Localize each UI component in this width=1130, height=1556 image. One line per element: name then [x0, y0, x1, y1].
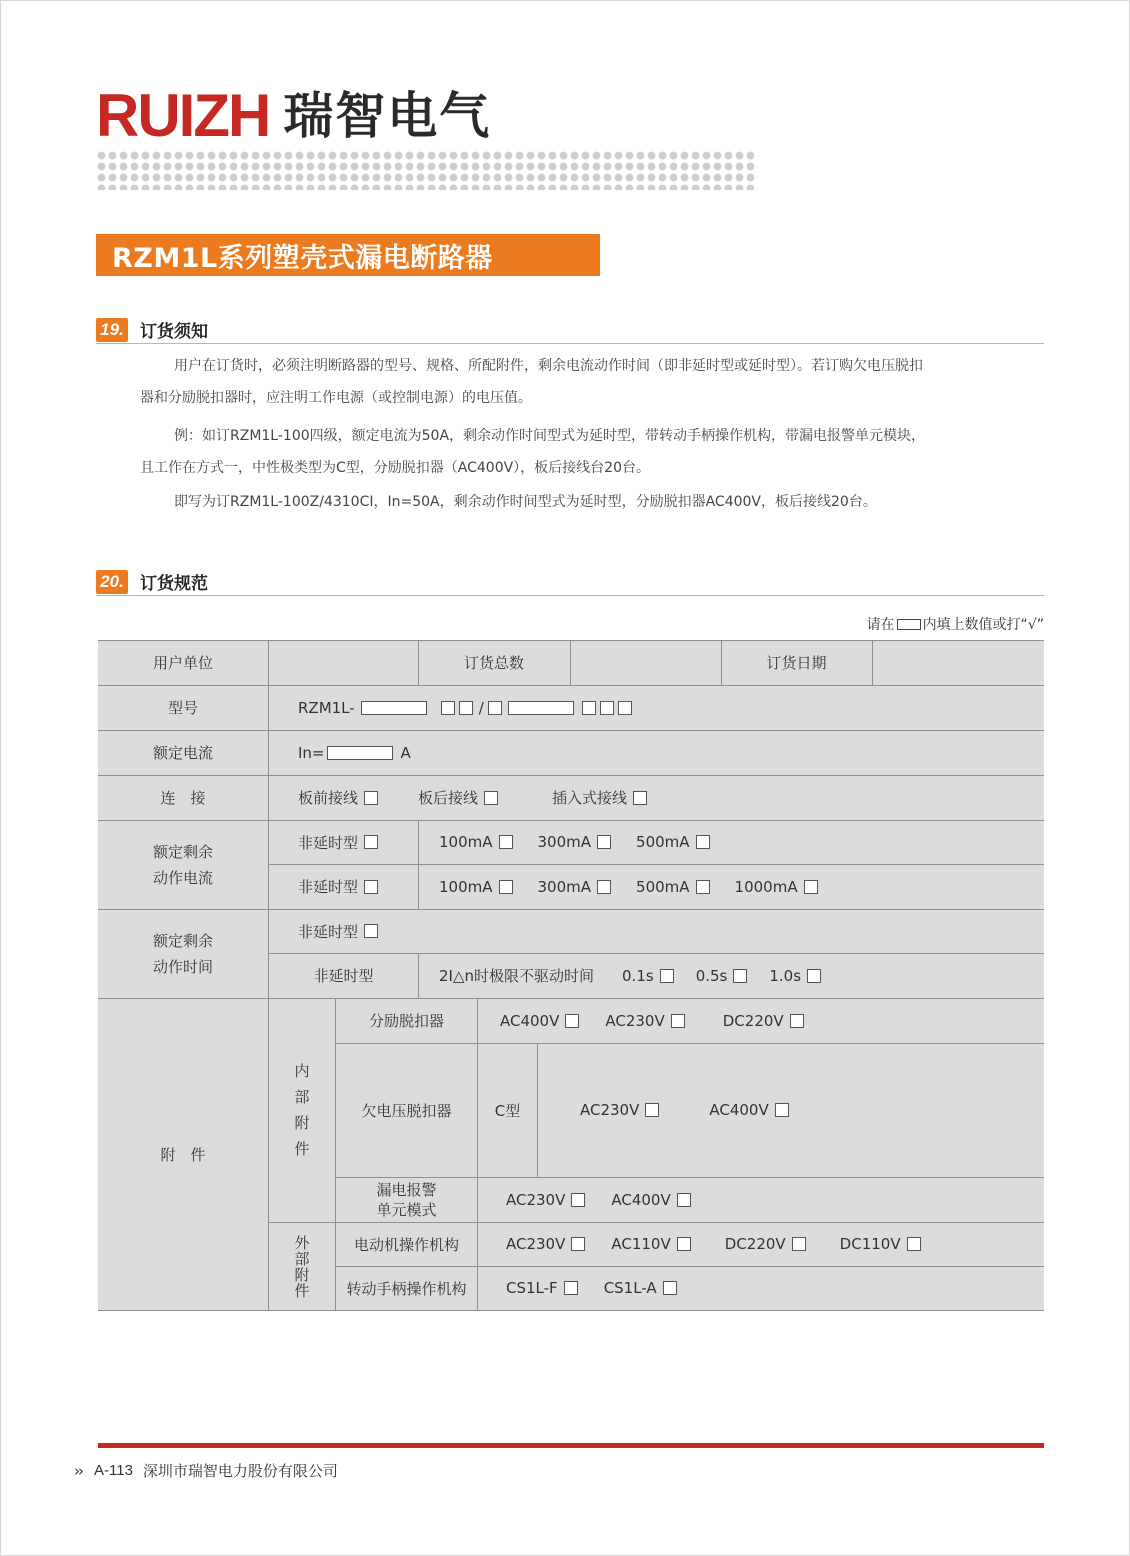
- label-line: 额定剩余: [152, 842, 213, 861]
- label-line: 额定剩余: [152, 931, 213, 950]
- note-text: 请在: [866, 617, 895, 633]
- motor-option: DC110V: [839, 1235, 901, 1253]
- handle-checkbox[interactable]: [663, 1281, 677, 1295]
- rt-type-cell: [269, 953, 418, 998]
- title-banner: [96, 234, 600, 276]
- rt-type: 非延时型: [313, 967, 374, 985]
- model-checkbox[interactable]: [441, 701, 455, 715]
- uv-option: AC230V: [580, 1101, 640, 1119]
- order-form-table: [98, 640, 1044, 1311]
- rc-type: 非延时型: [298, 878, 359, 896]
- rt-options-row: [439, 953, 821, 998]
- connection-option: 插入式接线: [552, 789, 628, 807]
- rc-checkbox[interactable]: [597, 835, 611, 849]
- model-code-box[interactable]: [508, 701, 574, 715]
- brand-logo: [96, 84, 491, 148]
- current-unit: A: [400, 743, 411, 762]
- model-prefix: RZM1L-: [298, 698, 355, 717]
- motor-checkbox[interactable]: [907, 1237, 921, 1251]
- frame-current-box[interactable]: [361, 701, 427, 715]
- internal-accessories-label: [269, 998, 335, 1222]
- vertical-char: 件: [294, 1140, 310, 1158]
- fill-instruction: [867, 614, 1044, 634]
- leak-checkbox[interactable]: [677, 1193, 691, 1207]
- section-title: 订货须知: [140, 322, 208, 342]
- connection-label: 连 接: [160, 789, 206, 807]
- user-unit-label: 用户单位: [152, 654, 213, 672]
- user-unit-field[interactable]: [269, 640, 418, 685]
- leak-checkbox[interactable]: [571, 1193, 585, 1207]
- section-19-heading: [96, 316, 1044, 344]
- shunt-option: AC230V: [605, 1011, 665, 1030]
- paragraph-line: 即写为订RZM1L-100Z/4310CI，In=50A，剩余动作时间型式为延时型，分励脱扣器AC400V，板后接线20台。: [174, 494, 877, 510]
- vertical-char: 外: [294, 1233, 310, 1252]
- rc-option: 500mA: [636, 877, 690, 896]
- section-number: 19.: [96, 318, 128, 342]
- label-line: 动作时间: [152, 957, 213, 976]
- rated-current-box[interactable]: [327, 746, 393, 760]
- vertical-char: 部: [294, 1088, 310, 1106]
- page-number: A-113: [94, 1462, 133, 1479]
- model-code-row: [298, 685, 632, 730]
- rc-type-cell: [298, 820, 378, 864]
- rc-option: 300mA: [537, 877, 592, 896]
- rt-type-cell: [298, 909, 378, 953]
- rt-checkbox[interactable]: [733, 969, 747, 983]
- handle-checkbox[interactable]: [564, 1281, 578, 1295]
- uv-checkbox[interactable]: [645, 1103, 659, 1117]
- shunt-checkbox[interactable]: [565, 1014, 579, 1028]
- rc-option: 1000mA: [734, 877, 798, 896]
- model-checkbox[interactable]: [600, 701, 614, 715]
- rc-checkbox[interactable]: [804, 880, 818, 894]
- shunt-checkbox[interactable]: [671, 1014, 685, 1028]
- note-text: 内填上数值或打“√”: [922, 617, 1044, 633]
- order-date-label: 订货日期: [766, 654, 827, 672]
- order-total-label: 订货总数: [463, 654, 524, 672]
- motor-checkbox[interactable]: [571, 1237, 585, 1251]
- rt-option: 0.5s: [695, 966, 728, 985]
- model-checkbox[interactable]: [488, 701, 502, 715]
- connection-options: [298, 775, 647, 820]
- model-label: 型号: [167, 699, 198, 717]
- connection-checkbox[interactable]: [633, 791, 647, 805]
- label-line: 漏电报警: [376, 1180, 437, 1199]
- rc-option: 500mA: [636, 833, 690, 851]
- handle-option: CS1L-F: [506, 1279, 558, 1297]
- shunt-option: DC220V: [722, 1011, 784, 1030]
- model-checkbox[interactable]: [582, 701, 596, 715]
- shunt-options: [500, 998, 804, 1043]
- vertical-char: 部: [294, 1249, 310, 1268]
- motor-checkbox[interactable]: [677, 1237, 691, 1251]
- footer: [74, 1460, 338, 1481]
- sample-blank-box: [897, 619, 921, 630]
- rotary-handle-label: 转动手柄操作机构: [346, 1279, 467, 1298]
- rt-type: 非延时型: [298, 922, 359, 941]
- rc-type-cell: [298, 864, 378, 909]
- leak-option: AC230V: [506, 1190, 566, 1209]
- rt-checkbox[interactable]: [807, 969, 821, 983]
- rc-option: 100mA: [439, 833, 493, 851]
- order-total-field[interactable]: [571, 640, 721, 685]
- rt-description: 2I△n时极限不驱动时间: [439, 967, 595, 985]
- rc-checkbox[interactable]: [499, 835, 513, 849]
- brand-cjk: 瑞智电气: [283, 87, 492, 145]
- undervoltage-type: C型: [494, 1101, 521, 1120]
- shunt-checkbox[interactable]: [790, 1014, 804, 1028]
- motor-options: [506, 1222, 921, 1266]
- model-slash: /: [478, 698, 484, 717]
- label-line: 动作电流: [152, 868, 213, 887]
- section-number: 20.: [96, 570, 128, 594]
- connection-option: 板后接线: [418, 789, 479, 807]
- page-title: RZM1L系列塑壳式漏电断路器: [112, 242, 493, 274]
- label-line: 单元模式: [376, 1200, 437, 1219]
- paragraph-line: 例：如订RZM1L-100四级，额定电流为50A，剩余动作时间型式为延时型，带转动手柄操作机构，带漏电报警单元模块，: [174, 428, 926, 444]
- undervoltage-options: [580, 1043, 789, 1177]
- undervoltage-label: 欠电压脱扣器: [361, 1101, 452, 1120]
- residual-current-label: [98, 820, 268, 909]
- rt-option: 1.0s: [769, 966, 802, 985]
- rc-option: 300mA: [537, 833, 592, 851]
- connection-checkbox[interactable]: [484, 791, 498, 805]
- brand-latin: RUIZH: [96, 82, 270, 149]
- handle-options: [506, 1266, 677, 1310]
- rc-options-row: [439, 864, 818, 909]
- motor-operator-label: 电动机操作机构: [353, 1235, 459, 1254]
- rc-checkbox[interactable]: [597, 880, 611, 894]
- decorative-dot-grid: [96, 150, 758, 190]
- shunt-trip-label: 分励脱扣器: [368, 1012, 444, 1030]
- paragraph-line: 用户在订货时，必须注明断路器的型号、规格、所配附件，剩余电流动作时间（即非延时型或延时型）。若订购欠电压脱扣: [174, 358, 923, 374]
- motor-checkbox[interactable]: [792, 1237, 806, 1251]
- rc-type-checkbox[interactable]: [364, 835, 378, 849]
- rc-checkbox[interactable]: [499, 880, 513, 894]
- rc-type-checkbox[interactable]: [364, 880, 378, 894]
- handle-option: CS1L-A: [603, 1279, 657, 1297]
- rt-type-checkbox[interactable]: [364, 924, 378, 938]
- external-accessories-label: [269, 1222, 335, 1311]
- leak-option: AC400V: [611, 1190, 671, 1209]
- leakage-options: [506, 1177, 691, 1222]
- uv-option: AC400V: [709, 1101, 769, 1119]
- current-prefix: In=: [298, 743, 325, 762]
- motor-option: DC220V: [724, 1235, 786, 1253]
- chevron-right-icon: ››: [74, 1461, 82, 1480]
- paragraph-line: 器和分励脱扣器时，应注明工作电源（或控制电源）的电压值。: [140, 390, 532, 406]
- accessories-label: 附 件: [160, 1146, 206, 1164]
- shunt-option: AC400V: [500, 1011, 560, 1030]
- rated-current-label: 额定电流: [152, 744, 213, 762]
- vertical-char: 内: [294, 1062, 310, 1080]
- rt-option: 0.1s: [622, 966, 654, 985]
- rc-options-row: [439, 820, 710, 864]
- leakage-alarm-label: [336, 1177, 477, 1222]
- section-title: 订货规范: [140, 574, 208, 594]
- connection-option: 板前接线: [298, 789, 359, 807]
- order-date-field[interactable]: [873, 640, 1044, 685]
- rc-checkbox[interactable]: [696, 880, 710, 894]
- rc-type: 非延时型: [298, 833, 359, 852]
- motor-option: AC110V: [611, 1235, 671, 1253]
- model-checkbox[interactable]: [459, 701, 473, 715]
- vertical-char: 附: [294, 1265, 310, 1284]
- rated-current-row: [298, 730, 411, 775]
- residual-time-label: [98, 909, 268, 998]
- company-name: 深圳市瑞智电力股份有限公司: [142, 1462, 338, 1480]
- uv-checkbox[interactable]: [775, 1103, 789, 1117]
- rc-option: 100mA: [439, 877, 493, 896]
- vertical-char: 附: [294, 1114, 310, 1132]
- model-checkbox[interactable]: [618, 701, 632, 715]
- rc-checkbox[interactable]: [696, 835, 710, 849]
- rt-checkbox[interactable]: [660, 969, 674, 983]
- connection-checkbox[interactable]: [364, 791, 378, 805]
- paragraph-line: 且工作在方式一，中性极类型为C型，分励脱扣器（AC400V），板后接线台20台。: [140, 460, 650, 476]
- section-20-heading: [96, 568, 1044, 596]
- motor-option: AC230V: [506, 1235, 566, 1253]
- footer-rule: [98, 1443, 1044, 1448]
- vertical-char: 件: [294, 1281, 310, 1300]
